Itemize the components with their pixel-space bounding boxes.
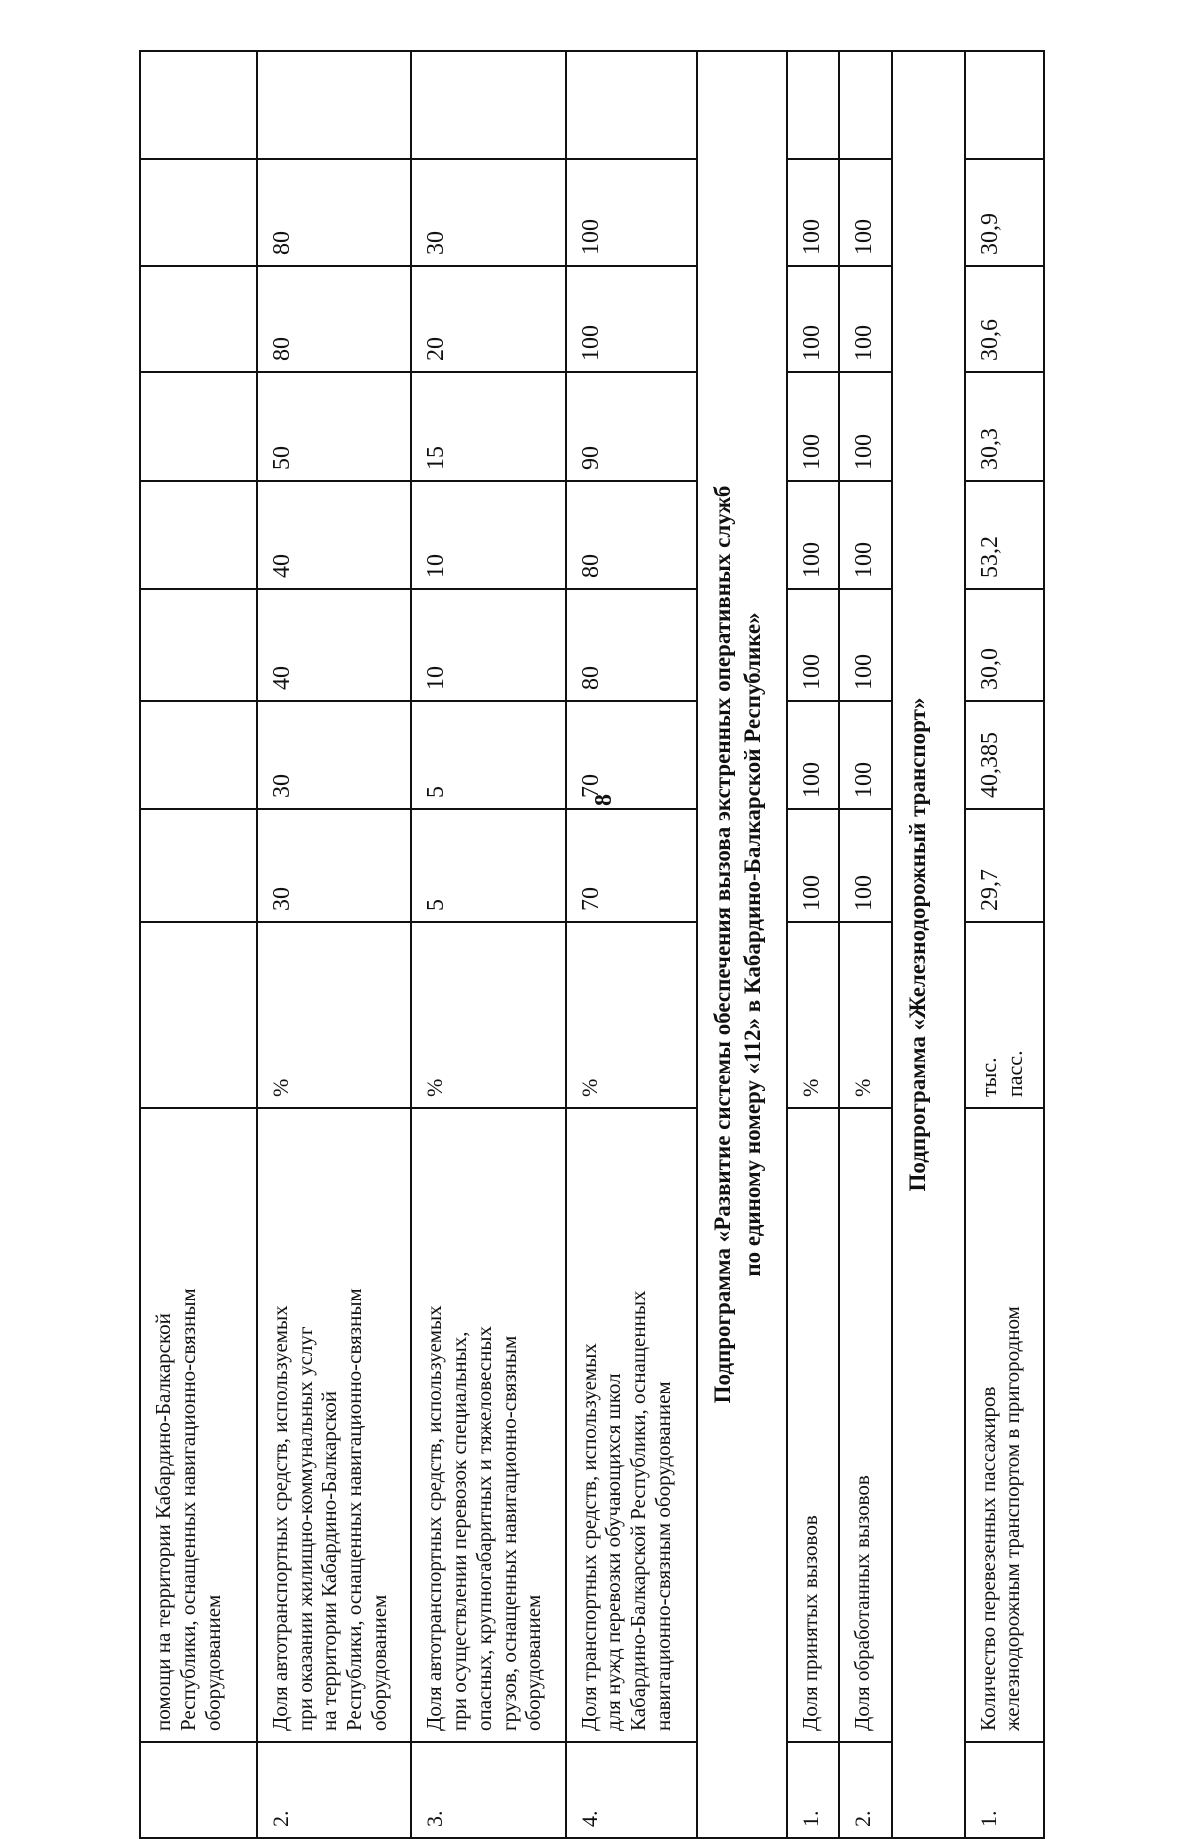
value-cell bbox=[839, 51, 891, 159]
unit-cell: % bbox=[787, 922, 839, 1108]
value-cell bbox=[140, 159, 257, 266]
value-cell: 80 bbox=[257, 266, 411, 372]
indicator-name: Доля обработанных вызовов bbox=[839, 1108, 891, 1742]
value-cell: 5 bbox=[411, 701, 565, 809]
unit-cell: тыс. пасс. bbox=[965, 922, 1044, 1108]
table-row bbox=[140, 51, 257, 1838]
value-cell: 100 bbox=[787, 159, 839, 266]
value-cell bbox=[566, 51, 697, 159]
value-cell: 53,2 bbox=[965, 481, 1044, 589]
value-cell: 70 bbox=[566, 701, 697, 809]
section-row bbox=[892, 51, 965, 1838]
value-cell: 100 bbox=[787, 809, 839, 922]
value-cell: 10 bbox=[411, 589, 565, 701]
row-number: 4. bbox=[566, 1742, 697, 1838]
table-row bbox=[965, 51, 1044, 1838]
value-cell: 100 bbox=[787, 589, 839, 701]
value-cell bbox=[140, 372, 257, 481]
indicator-name: Доля принятых вызовов bbox=[787, 1108, 839, 1742]
indicator-name: Доля транспортных средств, используемых для нужд перевозки обучающихся школ Кабардино-Балкарской Республики, оснащенных навигационно-связным оборудованием bbox=[566, 1108, 697, 1742]
value-cell bbox=[140, 481, 257, 589]
section-heading-rail: Подпрограмма «Железнодорожный транспорт» bbox=[892, 51, 965, 1838]
row-number: 1. bbox=[787, 1742, 839, 1838]
value-cell: 40 bbox=[257, 481, 411, 589]
value-cell: 15 bbox=[411, 372, 565, 481]
value-cell: 100 bbox=[787, 372, 839, 481]
value-cell: 30 bbox=[411, 159, 565, 266]
value-cell bbox=[965, 51, 1044, 159]
value-cell: 5 bbox=[411, 809, 565, 922]
value-cell: 100 bbox=[566, 266, 697, 372]
indicator-name: помощи на территории Кабардино-Балкарской Республики, оснащенных навигационно-связным оборудованием bbox=[140, 1108, 257, 1742]
row-number: 1. bbox=[965, 1742, 1044, 1838]
value-cell bbox=[411, 51, 565, 159]
row-number: 3. bbox=[411, 1742, 565, 1838]
unit-cell: % bbox=[839, 922, 891, 1108]
unit-cell bbox=[140, 922, 257, 1108]
table-body bbox=[140, 51, 1044, 1838]
value-cell bbox=[257, 51, 411, 159]
value-cell bbox=[787, 51, 839, 159]
value-cell: 100 bbox=[566, 159, 697, 266]
table-row bbox=[411, 51, 565, 1838]
value-cell: 100 bbox=[787, 701, 839, 809]
value-cell: 90 bbox=[566, 372, 697, 481]
value-cell: 30 bbox=[257, 701, 411, 809]
value-cell: 100 bbox=[839, 701, 891, 809]
value-cell: 100 bbox=[839, 809, 891, 922]
section-row bbox=[697, 51, 787, 1838]
value-cell: 80 bbox=[257, 159, 411, 266]
value-cell: 80 bbox=[566, 481, 697, 589]
value-cell: 100 bbox=[839, 372, 891, 481]
page-number: 8 bbox=[591, 794, 617, 806]
row-number: 2. bbox=[839, 1742, 891, 1838]
value-cell: 80 bbox=[566, 589, 697, 701]
value-cell: 100 bbox=[839, 159, 891, 266]
table-row bbox=[566, 51, 697, 1838]
value-cell bbox=[140, 701, 257, 809]
value-cell: 30,3 bbox=[965, 372, 1044, 481]
value-cell bbox=[140, 809, 257, 922]
value-cell: 70 bbox=[566, 809, 697, 922]
value-cell: 100 bbox=[839, 266, 891, 372]
value-cell: 10 bbox=[411, 481, 565, 589]
value-cell: 100 bbox=[839, 481, 891, 589]
value-cell: 20 bbox=[411, 266, 565, 372]
value-cell: 100 bbox=[839, 589, 891, 701]
row-number bbox=[140, 1742, 257, 1838]
unit-cell: % bbox=[257, 922, 411, 1108]
value-cell: 30,6 bbox=[965, 266, 1044, 372]
indicator-name: Количество перевезенных пассажиров железнодорожным транспортом в пригородном bbox=[965, 1108, 1044, 1742]
table-row bbox=[787, 51, 839, 1838]
indicators-table bbox=[139, 50, 1045, 1839]
value-cell: 40,385 bbox=[965, 701, 1044, 809]
table-row bbox=[839, 51, 891, 1838]
rotated-table-container bbox=[139, 52, 1045, 1839]
value-cell bbox=[140, 266, 257, 372]
value-cell: 100 bbox=[787, 266, 839, 372]
value-cell: 40 bbox=[257, 589, 411, 701]
unit-cell: % bbox=[566, 922, 697, 1108]
value-cell: 30,9 bbox=[965, 159, 1044, 266]
value-cell bbox=[140, 589, 257, 701]
table-row bbox=[257, 51, 411, 1838]
unit-cell: % bbox=[411, 922, 565, 1108]
value-cell: 30 bbox=[257, 809, 411, 922]
value-cell: 100 bbox=[787, 481, 839, 589]
indicator-name: Доля автотранспортных средств, используемых при оказании жилищно-коммунальных услуг на территории Кабардино-Балкарской Республики, оснащенных навигационно-связным оборудованием bbox=[257, 1108, 411, 1742]
value-cell: 50 bbox=[257, 372, 411, 481]
row-number: 2. bbox=[257, 1742, 411, 1838]
value-cell: 30,0 bbox=[965, 589, 1044, 701]
value-cell: 29,7 bbox=[965, 809, 1044, 922]
section-heading-112: Подпрограмма «Развитие системы обеспечения вызова экстренных оперативных служб по единому номеру «112» в Кабардино-Балкарской Республике» bbox=[697, 51, 787, 1838]
indicator-name: Доля автотранспортных средств, используемых при осуществлении перевозок специальных, опасных, крупногабаритных и тяжеловесных грузов, оснащенных навигационно-связным оборудованием bbox=[411, 1108, 565, 1742]
value-cell bbox=[140, 51, 257, 159]
